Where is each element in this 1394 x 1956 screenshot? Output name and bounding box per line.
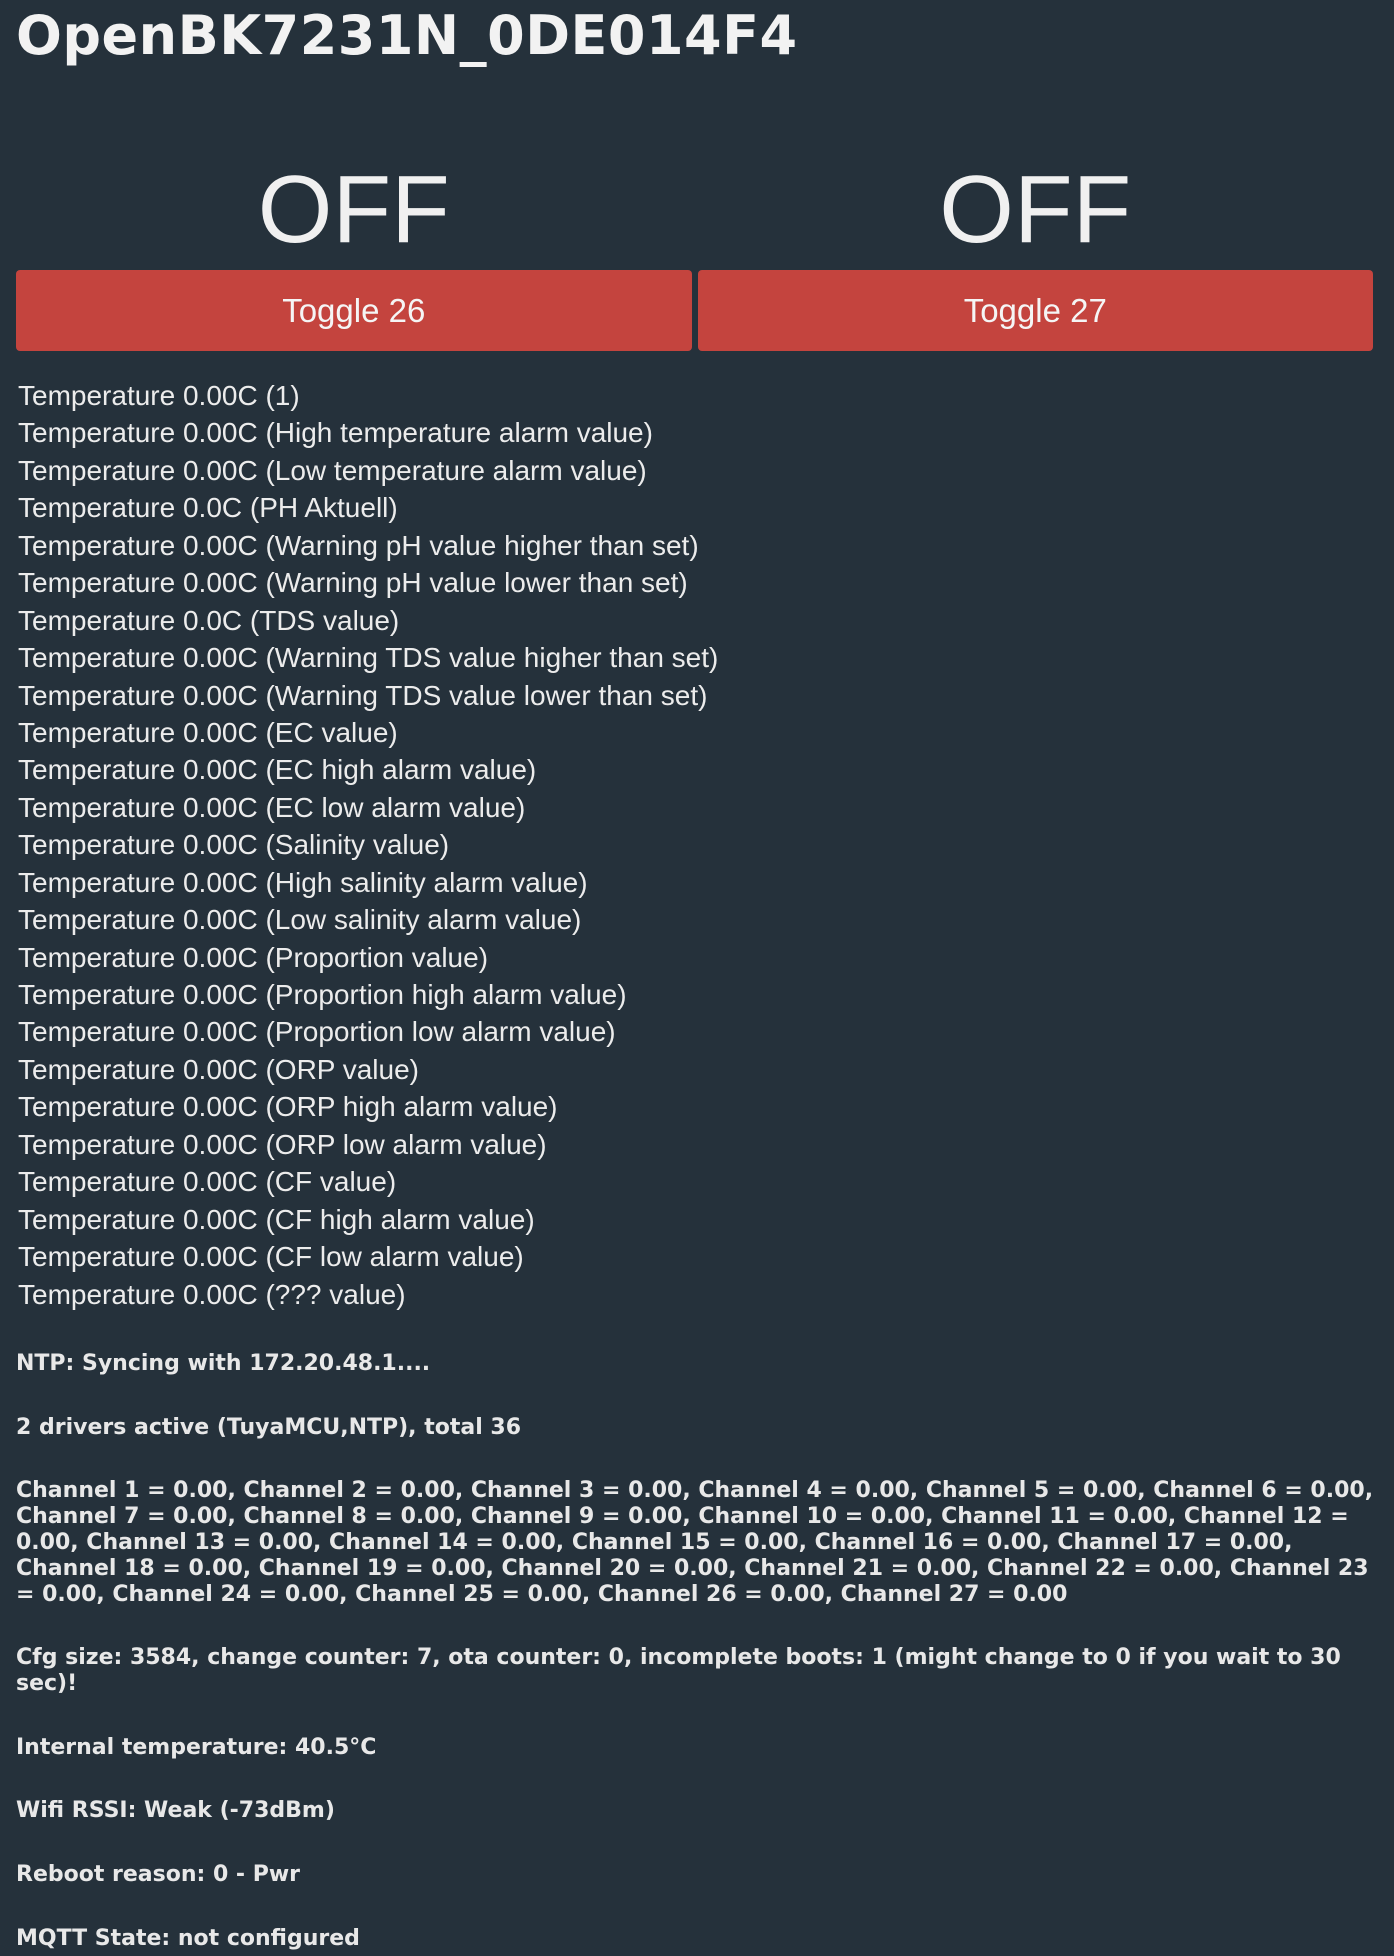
- toggle-26-button[interactable]: Toggle 26: [16, 270, 692, 351]
- channels-status: Channel 1 = 0.00, Channel 2 = 0.00, Channel 3 = 0.00, Channel 4 = 0.00, Channel 5 = 0.00, Channel 6 = 0.00, Channel 7 = 0.00, Channel 8 = 0.00, Channel 9 = 0.00, Channel 10 = 0.00, Channel 11 = 0.00, Channel 12 = 0.00, Channel 13 = 0.00, Channel 14 = 0.00, Channel 15 = 0.00, Channel 16 = 0.00, Channel 17 = 0.00, Channel 18 = 0.00, Channel 19 = 0.00, Channel 20 = 0.00, Channel 21 = 0.00, Channel 22 = 0.00, Channel 23 = 0.00, Channel 24 = 0.00, Channel 25 = 0.00, Channel 26 = 0.00, Channel 27 = 0.00: [16, 1478, 1374, 1607]
- sensor-reading: Temperature 0.00C (CF low alarm value): [18, 1241, 524, 1273]
- relay-26: [16, 155, 692, 351]
- sensor-reading: Temperature 0.00C (Low salinity alarm value): [18, 904, 582, 936]
- sensor-reading: Temperature 0.00C (Proportion high alarm value): [18, 979, 627, 1010]
- wifi-rssi-status: Wifi RSSI: Weak (-73dBm): [16, 1798, 335, 1823]
- sensor-reading: Temperature 0.0C (TDS value): [18, 604, 400, 636]
- ntp-status: NTP: Syncing with 172.20.48.1....: [16, 1351, 431, 1376]
- sensor-reading: Temperature 0.00C (Warning pH value lower than set): [18, 567, 688, 599]
- reboot-reason-status: Reboot reason: 0 - Pwr: [16, 1862, 301, 1887]
- sensor-reading: Temperature 0.00C (Proportion value): [18, 941, 489, 973]
- drivers-status: 2 drivers active (TuyaMCU,NTP), total 36: [16, 1415, 522, 1440]
- sensor-reading: Temperature 0.00C (Low temperature alarm value): [18, 454, 647, 486]
- relay-27: [698, 155, 1374, 351]
- relay-state-26: OFF: [257, 156, 450, 263]
- sensor-reading: Temperature 0.00C (ORP low alarm value): [18, 1128, 547, 1160]
- sensor-reading: Temperature 0.0C (PH Aktuell): [18, 492, 398, 524]
- sensor-reading: Temperature 0.00C (Proportion low alarm value): [18, 1016, 616, 1048]
- sensor-reading: Temperature 0.00C (EC high alarm value): [18, 754, 537, 786]
- sensor-reading: Temperature 0.00C (ORP value): [18, 1053, 419, 1085]
- sensor-reading: Temperature 0.00C (1): [18, 380, 300, 411]
- sensor-reading: Temperature 0.00C (Warning TDS value higher than set): [18, 642, 719, 674]
- cfg-status: Cfg size: 3584, change counter: 7, ota counter: 0, incomplete boots: 1 (might change to 0 if you wait to 30 sec)!: [16, 1645, 1341, 1696]
- page-title: OpenBK7231N_0DE014F4: [16, 4, 798, 67]
- mqtt-state-status: MQTT State: not configured: [16, 1926, 360, 1951]
- sensor-list: [18, 377, 718, 1313]
- relay-controls: [16, 155, 1373, 351]
- sensor-reading: Temperature 0.00C (EC value): [18, 716, 398, 748]
- internal-temperature-status: Internal temperature: 40.5°C: [16, 1735, 377, 1760]
- sensor-reading: Temperature 0.00C (Salinity value): [18, 829, 450, 861]
- sensor-reading: Temperature 0.00C (ORP high alarm value): [18, 1091, 558, 1123]
- relay-state-27: OFF: [939, 156, 1132, 263]
- sensor-reading: Temperature 0.00C (High temperature alarm value): [18, 417, 653, 449]
- sensor-reading: Temperature 0.00C (Warning pH value higher than set): [18, 529, 699, 561]
- sensor-reading: Temperature 0.00C (EC low alarm value): [18, 791, 526, 823]
- toggle-27-button[interactable]: Toggle 27: [698, 270, 1374, 351]
- sensor-reading: Temperature 0.00C (Warning TDS value lower than set): [18, 679, 708, 711]
- sensor-reading: Temperature 0.00C (High salinity alarm value): [18, 866, 588, 898]
- sensor-reading: Temperature 0.00C (??? value): [18, 1278, 406, 1310]
- sensor-reading: Temperature 0.00C (CF high alarm value): [18, 1203, 535, 1235]
- sensor-reading: Temperature 0.00C (CF value): [18, 1166, 397, 1198]
